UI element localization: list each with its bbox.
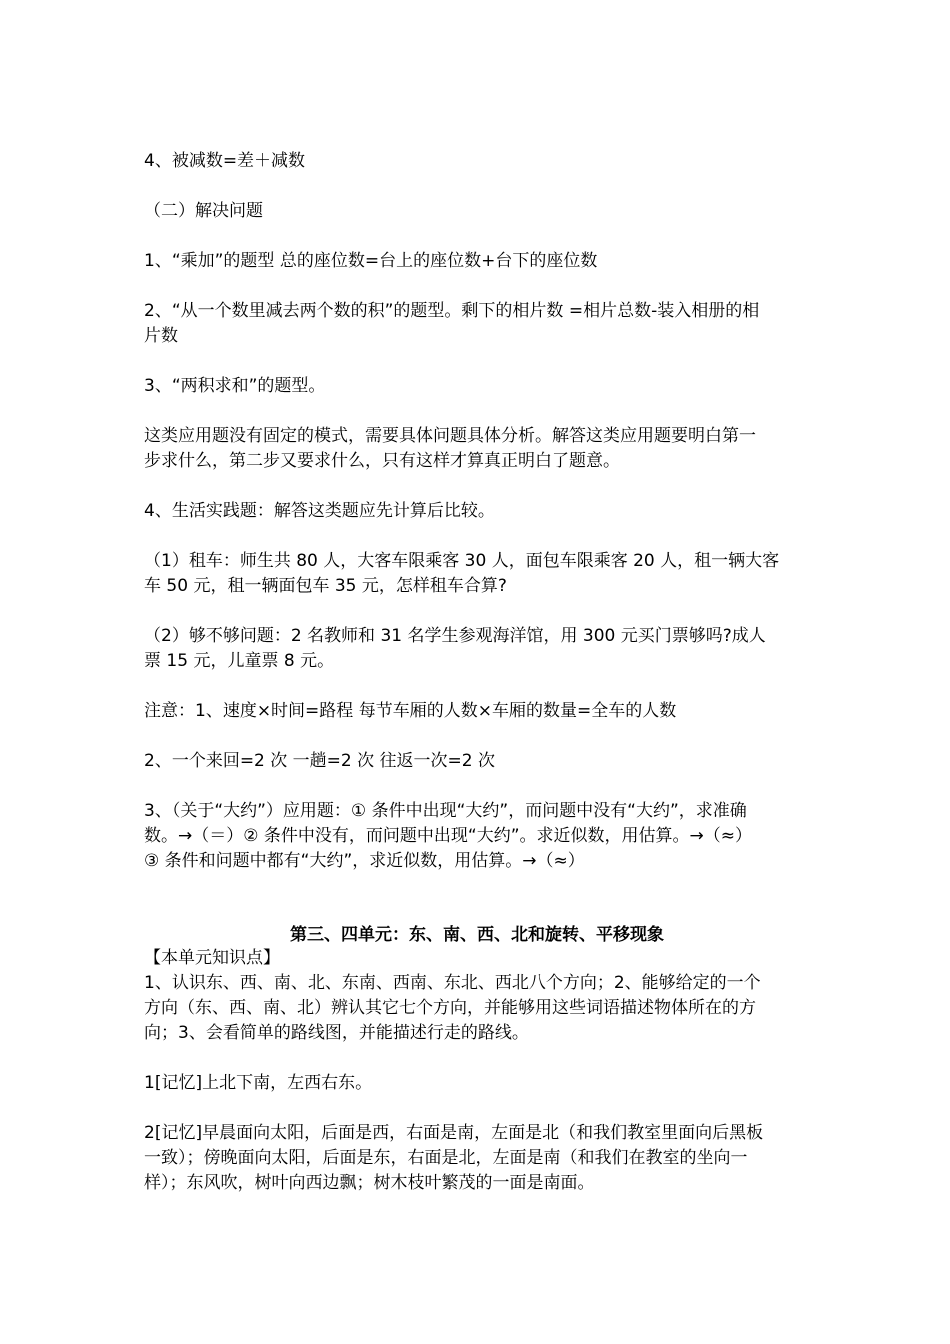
item-sum-of-products (144, 374, 810, 399)
note-approximately-line3: ③ 条件和问题中都有“大约”，求近似数，用估算。→（≈） (144, 851, 585, 871)
note-round-trip-text: 2、一个来回=2 次 一趟=2 次 往返一次=2 次 (144, 751, 496, 771)
item-sum-of-products-text: 3、“两积求和”的题型。 (144, 376, 326, 396)
item-subtract-product (144, 299, 810, 349)
unit-title: 第三、四单元：东、南、西、北和旋转、平移现象 (290, 925, 664, 945)
item-life-practice-text: 4、生活实践题：解答这类题应先计算后比较。 (144, 501, 495, 521)
rent-problem-line2: 车 50 元，租一辆面包车 35 元，怎样租车合算? (144, 576, 507, 596)
note-approximately (144, 799, 810, 874)
item-subtract-product-line1: 2、“从一个数里减去两个数的积”的题型。剩下的相片数 =相片总数-装入相册的相 (144, 301, 760, 321)
memory-sun-line1: 2[记忆]早晨面向太阳，后面是西，右面是南，左面是北（和我们教室里面向后黑板 (144, 1123, 764, 1143)
knowledge-label (144, 946, 810, 971)
enough-problem-line1: （2）够不够问题：2 名教师和 31 名学生参观海洋馆，用 300 元买门票够吗?成人 (144, 626, 766, 646)
memory-directions-text: 1[记忆]上北下南，左西右东。 (144, 1073, 373, 1093)
knowledge-points-line2: 方向（东、西、南、北）辨认其它七个方向，并能够用这些词语描述物体所在的方 (144, 998, 756, 1018)
item-multiply-add (144, 249, 810, 274)
knowledge-points (144, 971, 810, 1046)
memory-sun (144, 1121, 810, 1196)
analysis-line2: 步求什么，第二步又要求什么，只有这样才算真正明白了题意。 (144, 451, 620, 471)
analysis-line1: 这类应用题没有固定的模式，需要具体问题具体分析。解答这类应用题要明白第一 (144, 426, 756, 446)
memory-sun-line2: 一致）；傍晚面向太阳，后面是东，右面是北，左面是南（和我们在教室的坐向一 (144, 1148, 748, 1168)
formula-minuend (144, 149, 810, 174)
note-approximately-line2: 数。→（＝）② 条件中没有，而问题中出现“大约”。求近似数，用估算。→（≈） (144, 826, 752, 846)
subheading-text: （二）解决问题 (144, 201, 263, 221)
note-approximately-line1: 3、（关于“大约”）应用题：① 条件中出现“大约”，而问题中没有“大约”，求准确 (144, 801, 747, 821)
knowledge-points-line3: 向；3、会看简单的路线图，并能描述行走的路线。 (144, 1023, 529, 1043)
enough-problem (144, 624, 810, 674)
rent-problem (144, 549, 810, 599)
subheading-problem-solving (144, 199, 810, 224)
rent-problem-line1: （1）租车：师生共 80 人，大客车限乘客 30 人，面包车限乘客 20 人，租一辆大客 (144, 551, 780, 571)
knowledge-points-line1: 1、认识东、西、南、北、东南、西南、东北、西北八个方向；2、能够给定的一个 (144, 973, 761, 993)
analysis-paragraph (144, 424, 810, 474)
item-life-practice (144, 499, 810, 524)
item-subtract-product-line2: 片数 (144, 326, 178, 346)
note-speed-time (144, 699, 810, 724)
formula-minuend-text: 4、被减数=差＋减数 (144, 151, 306, 171)
knowledge-label-text: 【本单元知识点】 (144, 948, 280, 968)
enough-problem-line2: 票 15 元，儿童票 8 元。 (144, 651, 335, 671)
memory-directions (144, 1071, 810, 1096)
memory-sun-line3: 样）；东风吹，树叶向西边飘；树木枝叶繁茂的一面是南面。 (144, 1173, 595, 1193)
item-multiply-add-text: 1、“乘加”的题型 总的座位数=台上的座位数+台下的座位数 (144, 251, 598, 271)
note-speed-time-text: 注意：1、速度×时间=路程 每节车厢的人数×车厢的数量=全车的人数 (144, 701, 677, 721)
note-round-trip (144, 749, 810, 774)
